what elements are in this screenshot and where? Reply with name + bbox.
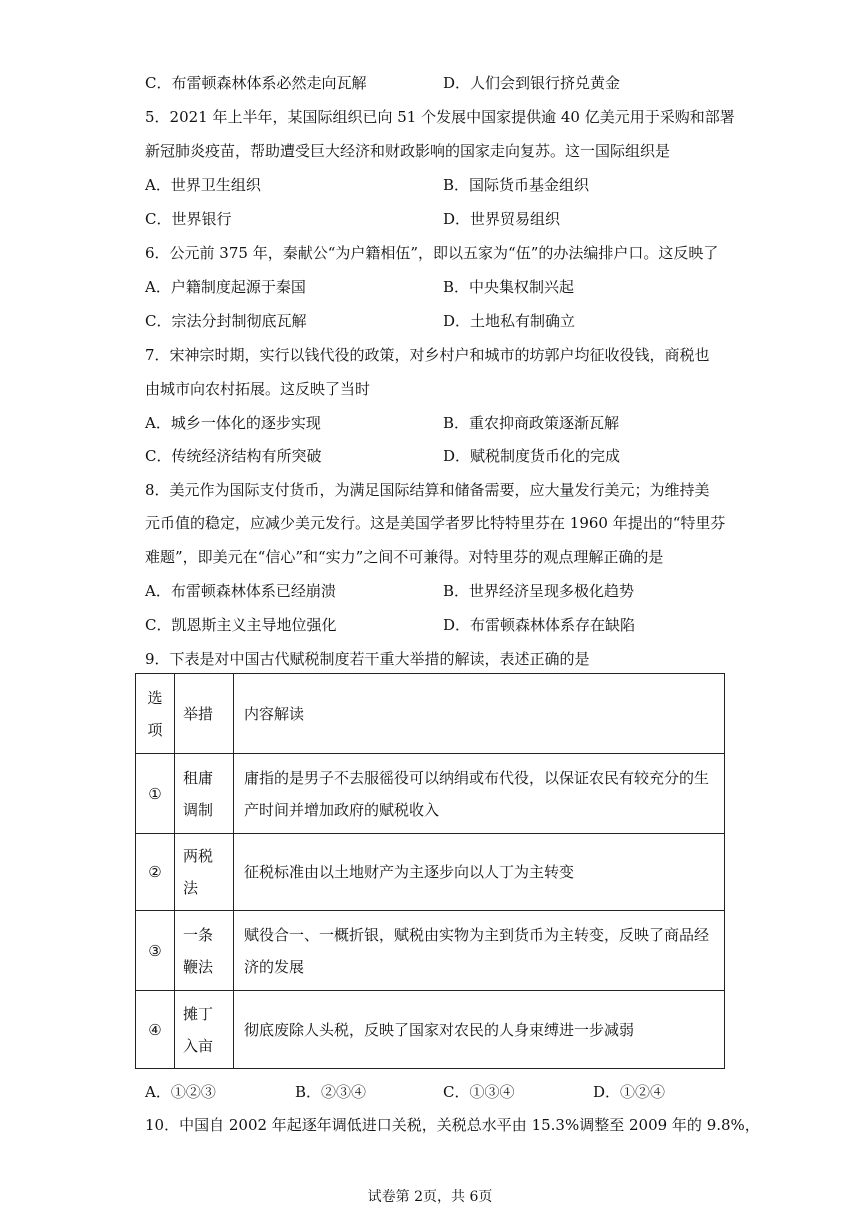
table-cell: 彻底废除人头税，反映了国家对农民的人身束缚进一步减弱 xyxy=(234,991,725,1069)
table-cell: ② xyxy=(136,834,175,911)
table-cell: 摊丁入亩 xyxy=(175,991,234,1069)
table-cell: 征税标准由以土地财产为主逐步向以人丁为主转变 xyxy=(234,834,725,911)
q6-stem-line1: 6．公元前 375 年，秦献公“为户籍相伍”，即以五家为“伍”的办法编排户口。这反映了 xyxy=(145,244,719,262)
table-cell: ③ xyxy=(136,911,175,991)
q8-option-c: C．凯恩斯主义主导地位强化 xyxy=(145,616,337,634)
table-cell: 一条鞭法 xyxy=(175,911,234,991)
q7-option-d: D．赋税制度货币化的完成 xyxy=(443,447,621,465)
table-row xyxy=(136,754,725,834)
q8-option-d: D．布雷顿森林体系存在缺陷 xyxy=(443,616,636,634)
page-footer: 试卷第 2页，共 6页 xyxy=(367,1189,493,1205)
table-cell: 两税法 xyxy=(175,834,234,911)
q8-stem-line3: 难题”，即美元在“信心”和“实力”之间不可兼得。对特里芬的观点理解正确的是 xyxy=(145,548,664,566)
q7-option-c: C．传统经济结构有所突破 xyxy=(145,447,322,465)
q7-option-a: A．城乡一体化的逐步实现 xyxy=(145,414,321,432)
q9-table xyxy=(135,673,725,1069)
q10-stem-line1: 10．中国自 2002 年起逐年调低进口关税，关税总水平由 15.3%调整至 2009 年的 9.8%， xyxy=(145,1116,760,1134)
q7-stem-line2: 由城市向农村拓展。这反映了当时 xyxy=(145,380,371,398)
q9-option-a: A．①②③ xyxy=(145,1083,216,1101)
table-cell: 赋役合一、一概折银，赋税由实物为主到货币为主转变，反映了商品经济的发展 xyxy=(234,911,725,991)
table-header-cell: 内容解读 xyxy=(234,674,725,754)
q7-stem-line1: 7．宋神宗时期，实行以钱代役的政策，对乡村户和城市的坊郭户均征收役钱，商税也 xyxy=(145,346,710,364)
q5-stem-line1: 5．2021 年上半年，某国际组织已向 51 个发展中国家提供逾 40 亿美元用于采购和部署 xyxy=(145,108,735,126)
q8-option-b: B．世界经济呈现多极化趋势 xyxy=(443,582,635,600)
q4-option-d: D．人们会到银行挤兑黄金 xyxy=(443,74,621,92)
q8-stem-line2: 元币值的稳定，应减少美元发行。这是美国学者罗比特特里芬在 1960 年提出的“特里芬 xyxy=(145,514,726,532)
q6-option-b: B．中央集权制兴起 xyxy=(443,278,575,296)
q9-stem-line1: 9．下表是对中国古代赋税制度若干重大举措的解读，表述正确的是 xyxy=(145,650,590,668)
q6-option-d: D．土地私有制确立 xyxy=(443,312,576,330)
table-row xyxy=(136,991,725,1069)
q9-option-b: B．②③④ xyxy=(295,1083,367,1101)
q5-option-d: D．世界贸易组织 xyxy=(443,210,561,228)
q5-option-a: A．世界卫生组织 xyxy=(145,176,261,194)
table-cell: ④ xyxy=(136,991,175,1069)
q6-option-a: A．户籍制度起源于秦国 xyxy=(145,278,306,296)
q5-option-b: B．国际货币基金组织 xyxy=(443,176,590,194)
q9-option-d: D．①②④ xyxy=(593,1083,666,1101)
table-header-cell: 选项 xyxy=(136,674,175,754)
q5-option-c: C．世界银行 xyxy=(145,210,232,228)
table-cell: 租庸调制 xyxy=(175,754,234,834)
table-row xyxy=(136,911,725,991)
q6-option-c: C．宗法分封制彻底瓦解 xyxy=(145,312,307,330)
table-row xyxy=(136,834,725,911)
table-cell: 庸指的是男子不去服徭役可以纳绢或布代役，以保证农民有较充分的生产时间并增加政府的赋税收入 xyxy=(234,754,725,834)
q8-stem-line1: 8．美元作为国际支付货币，为满足国际结算和储备需要，应大量发行美元；为维持美 xyxy=(145,481,710,499)
table-header-cell: 举措 xyxy=(175,674,234,754)
table-header-row xyxy=(136,674,725,754)
q4-option-c: C．布雷顿森林体系必然走向瓦解 xyxy=(145,74,367,92)
q5-stem-line2: 新冠肺炎疫苗，帮助遭受巨大经济和财政影响的国家走向复苏。这一国际组织是 xyxy=(145,142,671,160)
q8-option-a: A．布雷顿森林体系已经崩溃 xyxy=(145,582,336,600)
q7-option-b: B．重农抑商政策逐渐瓦解 xyxy=(443,414,620,432)
q9-option-c: C．①③④ xyxy=(443,1083,515,1101)
table-cell: ① xyxy=(136,754,175,834)
